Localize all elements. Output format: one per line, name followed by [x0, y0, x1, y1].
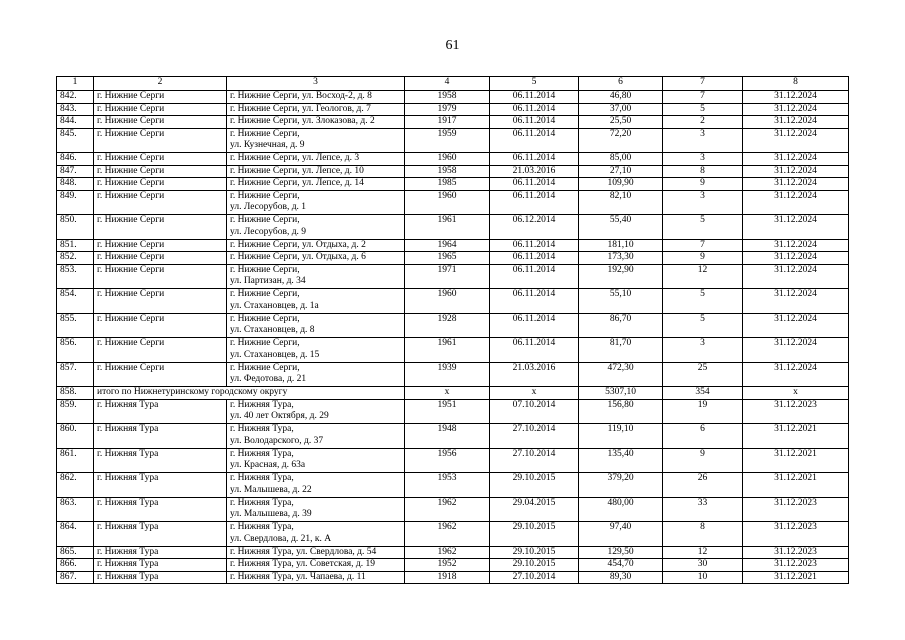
address-cell — [227, 264, 405, 289]
address-line: г. Нижние Серги, ул. Отдыха, д. 6 — [230, 252, 366, 262]
date-cell: 06.11.2014 — [490, 116, 579, 129]
date-cell: 27.10.2014 — [490, 448, 579, 473]
year-cell: 1960 — [405, 289, 490, 314]
count-cell: 3 — [663, 128, 743, 153]
address-cell — [227, 313, 405, 338]
table-row — [57, 103, 849, 116]
date-cell: x — [490, 387, 579, 400]
year-cell: 1959 — [405, 128, 490, 153]
address-cell — [227, 559, 405, 572]
column-header-3: 3 — [227, 77, 405, 91]
locality-cell: г. Нижняя Тура — [94, 473, 227, 498]
table-row — [57, 338, 849, 363]
count-cell: 5 — [663, 103, 743, 116]
address-cell — [227, 165, 405, 178]
row-number: 853. — [57, 264, 94, 289]
area-cell: 480,00 — [579, 497, 663, 522]
table-row — [57, 559, 849, 572]
table-row — [57, 289, 849, 314]
year-cell: 1951 — [405, 399, 490, 424]
row-number: 860. — [57, 424, 94, 449]
year-cell: 1956 — [405, 448, 490, 473]
date-cell: 29.10.2015 — [490, 522, 579, 547]
address-line: г. Нижние Серги, — [230, 362, 300, 373]
deadline-cell: 31.12.2023 — [743, 546, 849, 559]
locality-cell: г. Нижние Серги — [94, 252, 227, 265]
count-cell: 354 — [663, 387, 743, 400]
row-number: 865. — [57, 546, 94, 559]
row-number: 856. — [57, 338, 94, 363]
date-cell: 06.11.2014 — [490, 190, 579, 215]
count-cell: 30 — [663, 559, 743, 572]
year-cell: 1962 — [405, 497, 490, 522]
date-cell: 29.10.2015 — [490, 546, 579, 559]
year-cell: 1917 — [405, 116, 490, 129]
address-line: ул. Красная, д. 63а — [230, 460, 306, 470]
deadline-cell: 31.12.2024 — [743, 362, 849, 387]
area-cell: 25,50 — [579, 116, 663, 129]
address-line: ул. Лесорубов, д. 1 — [230, 202, 307, 212]
count-cell: 3 — [663, 338, 743, 363]
address-line: г. Нижняя Тура, — [230, 399, 294, 410]
row-number: 845. — [57, 128, 94, 153]
locality-cell: г. Нижние Серги — [94, 153, 227, 166]
year-cell: 1958 — [405, 165, 490, 178]
address-cell — [227, 424, 405, 449]
address-line: ул. Стахановцев, д. 1а — [230, 300, 319, 311]
row-number: 848. — [57, 178, 94, 191]
address-cell — [227, 546, 405, 559]
row-number: 849. — [57, 190, 94, 215]
address-line: г. Нижние Серги, ул. Злоказова, д. 2 — [230, 116, 375, 126]
address-cell — [227, 252, 405, 265]
date-cell: 21.03.2016 — [490, 362, 579, 387]
count-cell: 10 — [663, 571, 743, 584]
address-cell — [227, 153, 405, 166]
count-cell: 6 — [663, 424, 743, 449]
locality-cell: г. Нижние Серги — [94, 128, 227, 153]
date-cell: 06.11.2014 — [490, 103, 579, 116]
count-cell: 7 — [663, 91, 743, 104]
date-cell: 21.03.2016 — [490, 165, 579, 178]
table-row — [57, 165, 849, 178]
count-cell: 5 — [663, 313, 743, 338]
column-header-7: 7 — [663, 77, 743, 91]
locality-cell: г. Нижние Серги — [94, 91, 227, 104]
date-cell: 07.10.2014 — [490, 399, 579, 424]
address-line: г. Нижние Серги, ул. Геологов, д. 7 — [230, 103, 371, 114]
year-cell: 1979 — [405, 103, 490, 116]
deadline-cell: 31.12.2023 — [743, 399, 849, 424]
deadline-cell: 31.12.2021 — [743, 424, 849, 449]
area-cell: 192,90 — [579, 264, 663, 289]
row-number: 844. — [57, 116, 94, 129]
locality-cell: г. Нижние Серги — [94, 215, 227, 240]
total-label: итого по Нижнетуринскому городскому округу — [94, 387, 405, 400]
deadline-cell: 31.12.2021 — [743, 473, 849, 498]
row-number: 842. — [57, 91, 94, 104]
table-row — [57, 153, 849, 166]
deadline-cell: 31.12.2024 — [743, 116, 849, 129]
locality-cell: г. Нижняя Тура — [94, 424, 227, 449]
locality-cell: г. Нижние Серги — [94, 190, 227, 215]
housing-table — [56, 76, 849, 584]
row-number: 859. — [57, 399, 94, 424]
address-line: ул. Свердлова, д. 21, к. А — [230, 533, 332, 544]
row-number: 852. — [57, 252, 94, 265]
deadline-cell: 31.12.2024 — [743, 165, 849, 178]
date-cell: 06.11.2014 — [490, 178, 579, 191]
address-line: ул. Малышева, д. 39 — [230, 509, 312, 519]
area-cell: 46,80 — [579, 91, 663, 104]
year-cell: 1952 — [405, 559, 490, 572]
table-row — [57, 571, 849, 584]
deadline-cell: 31.12.2024 — [743, 338, 849, 363]
date-cell: 06.11.2014 — [490, 313, 579, 338]
year-cell: 1958 — [405, 91, 490, 104]
deadline-cell: x — [743, 387, 849, 400]
row-number: 843. — [57, 103, 94, 116]
address-line: ул. Малышева, д. 22 — [230, 484, 312, 495]
area-cell: 5307,10 — [579, 387, 663, 400]
table-row — [57, 424, 849, 449]
table-row — [57, 190, 849, 215]
address-cell — [227, 571, 405, 584]
area-cell: 37,00 — [579, 103, 663, 116]
deadline-cell: 31.12.2023 — [743, 522, 849, 547]
count-cell: 2 — [663, 116, 743, 129]
address-line: г. Нижние Серги, — [230, 128, 300, 139]
table-row — [57, 264, 849, 289]
deadline-cell: 31.12.2024 — [743, 178, 849, 191]
area-cell: 86,70 — [579, 313, 663, 338]
area-cell: 55,10 — [579, 289, 663, 314]
area-cell: 119,10 — [579, 424, 663, 449]
row-number: 855. — [57, 313, 94, 338]
address-line: ул. Стахановцев, д. 15 — [230, 349, 320, 360]
count-cell: 26 — [663, 473, 743, 498]
area-cell: 89,30 — [579, 571, 663, 584]
address-line: ул. Стахановцев, д. 8 — [230, 325, 315, 335]
date-cell: 06.11.2014 — [490, 264, 579, 289]
count-cell: 8 — [663, 522, 743, 547]
address-line: ул. Федотова, д. 21 — [230, 374, 307, 384]
date-cell: 27.10.2014 — [490, 424, 579, 449]
address-line: г. Нижние Серги, — [230, 338, 300, 348]
address-line: г. Нижние Серги, ул. Лепсе, д. 3 — [230, 153, 360, 163]
row-number: 854. — [57, 289, 94, 314]
address-line: ул. Партизан, д. 34 — [230, 276, 306, 286]
count-cell: 3 — [663, 190, 743, 215]
locality-cell: г. Нижние Серги — [94, 313, 227, 338]
locality-cell: г. Нижняя Тура — [94, 559, 227, 572]
locality-cell: г. Нижняя Тура — [94, 448, 227, 473]
address-line: ул. Кузнечная, д. 9 — [230, 140, 305, 150]
count-cell: 5 — [663, 215, 743, 240]
row-number: 862. — [57, 473, 94, 498]
table-row — [57, 215, 849, 240]
locality-cell: г. Нижние Серги — [94, 239, 227, 252]
deadline-cell: 31.12.2024 — [743, 313, 849, 338]
deadline-cell: 31.12.2024 — [743, 264, 849, 289]
year-cell: 1961 — [405, 338, 490, 363]
year-cell: 1962 — [405, 522, 490, 547]
row-number: 850. — [57, 215, 94, 240]
year-cell: 1961 — [405, 215, 490, 240]
column-header-5: 5 — [490, 77, 579, 91]
address-line: г. Нижняя Тура, — [230, 448, 294, 459]
locality-cell: г. Нижние Серги — [94, 289, 227, 314]
deadline-cell: 31.12.2024 — [743, 128, 849, 153]
row-number: 864. — [57, 522, 94, 547]
count-cell: 12 — [663, 546, 743, 559]
address-line: г. Нижняя Тура, ул. Свердлова, д. 54 — [230, 546, 377, 557]
count-cell: 19 — [663, 399, 743, 424]
locality-cell: г. Нижние Серги — [94, 264, 227, 289]
area-cell: 181,10 — [579, 239, 663, 252]
date-cell: 29.04.2015 — [490, 497, 579, 522]
table-row — [57, 313, 849, 338]
count-cell: 8 — [663, 165, 743, 178]
address-cell — [227, 128, 405, 153]
table-row — [57, 128, 849, 153]
address-line: ул. Лесорубов, д. 9 — [230, 226, 307, 237]
address-cell — [227, 190, 405, 215]
row-number: 847. — [57, 165, 94, 178]
address-line: г. Нижние Серги, — [230, 215, 300, 225]
locality-cell: г. Нижние Серги — [94, 165, 227, 178]
row-number: 867. — [57, 571, 94, 584]
address-line: ул. Володарского, д. 37 — [230, 435, 324, 446]
locality-cell: г. Нижние Серги — [94, 116, 227, 129]
count-cell: 7 — [663, 239, 743, 252]
area-cell: 27,10 — [579, 165, 663, 178]
table-row — [57, 546, 849, 559]
count-cell: 9 — [663, 252, 743, 265]
deadline-cell: 31.12.2024 — [743, 103, 849, 116]
date-cell: 06.12.2014 — [490, 215, 579, 240]
area-cell: 472,30 — [579, 362, 663, 387]
date-cell: 06.11.2014 — [490, 128, 579, 153]
deadline-cell: 31.12.2024 — [743, 289, 849, 314]
count-cell: 33 — [663, 497, 743, 522]
deadline-cell: 31.12.2024 — [743, 190, 849, 215]
area-cell: 379,20 — [579, 473, 663, 498]
locality-cell: г. Нижняя Тура — [94, 571, 227, 584]
page-number: 61 — [445, 38, 460, 53]
column-header-6: 6 — [579, 77, 663, 91]
address-line: г. Нижние Серги, ул. Восход-2, д. 8 — [230, 91, 372, 101]
area-cell: 454,70 — [579, 559, 663, 572]
area-cell: 72,20 — [579, 128, 663, 153]
address-line: г. Нижние Серги, — [230, 190, 300, 201]
date-cell: 06.11.2014 — [490, 91, 579, 104]
locality-cell: г. Нижние Серги — [94, 178, 227, 191]
address-cell — [227, 289, 405, 314]
table-row — [57, 399, 849, 424]
address-line: г. Нижние Серги, ул. Лепсе, д. 10 — [230, 165, 364, 176]
address-cell — [227, 239, 405, 252]
count-cell: 25 — [663, 362, 743, 387]
date-cell: 06.11.2014 — [490, 338, 579, 363]
row-number: 846. — [57, 153, 94, 166]
area-cell: 156,80 — [579, 399, 663, 424]
locality-cell: г. Нижняя Тура — [94, 522, 227, 547]
year-cell: 1953 — [405, 473, 490, 498]
table-row — [57, 239, 849, 252]
column-header-1: 1 — [57, 77, 94, 91]
count-cell: 9 — [663, 448, 743, 473]
row-number: 857. — [57, 362, 94, 387]
row-number: 861. — [57, 448, 94, 473]
address-line: г. Нижняя Тура, ул. Чапаева, д. 11 — [230, 571, 366, 582]
count-cell: 9 — [663, 178, 743, 191]
deadline-cell: 31.12.2021 — [743, 448, 849, 473]
address-cell — [227, 103, 405, 116]
address-line: г. Нижняя Тура, ул. Советская, д. 19 — [230, 559, 376, 569]
row-number: 866. — [57, 559, 94, 572]
locality-cell: г. Нижние Серги — [94, 103, 227, 116]
count-cell: 12 — [663, 264, 743, 289]
column-header-8: 8 — [743, 77, 849, 91]
deadline-cell: 31.12.2024 — [743, 153, 849, 166]
address-cell — [227, 399, 405, 424]
address-line: г. Нижняя Тура, — [230, 473, 294, 483]
table-row — [57, 252, 849, 265]
address-line: г. Нижние Серги, — [230, 264, 300, 275]
area-cell: 85,00 — [579, 153, 663, 166]
row-number: 858. — [57, 387, 94, 400]
deadline-cell: 31.12.2024 — [743, 252, 849, 265]
locality-cell: г. Нижняя Тура — [94, 497, 227, 522]
area-cell: 55,40 — [579, 215, 663, 240]
address-cell — [227, 116, 405, 129]
address-line: г. Нижняя Тура, — [230, 424, 294, 434]
address-cell — [227, 497, 405, 522]
year-cell: 1962 — [405, 546, 490, 559]
deadline-cell: 31.12.2024 — [743, 239, 849, 252]
address-cell — [227, 178, 405, 191]
address-cell — [227, 362, 405, 387]
locality-cell: г. Нижняя Тура — [94, 546, 227, 559]
deadline-cell: 31.12.2024 — [743, 91, 849, 104]
area-cell: 97,40 — [579, 522, 663, 547]
area-cell: 173,30 — [579, 252, 663, 265]
deadline-cell: 31.12.2021 — [743, 571, 849, 584]
table-row — [57, 178, 849, 191]
deadline-cell: 31.12.2023 — [743, 559, 849, 572]
area-cell: 82,10 — [579, 190, 663, 215]
address-line: г. Нижняя Тура, — [230, 522, 294, 532]
year-cell: 1985 — [405, 178, 490, 191]
deadline-cell: 31.12.2023 — [743, 497, 849, 522]
year-cell: 1964 — [405, 239, 490, 252]
deadline-cell: 31.12.2024 — [743, 215, 849, 240]
table-row — [57, 497, 849, 522]
date-cell: 29.10.2015 — [490, 473, 579, 498]
locality-cell: г. Нижняя Тура — [94, 399, 227, 424]
year-cell: 1928 — [405, 313, 490, 338]
address-line: г. Нижние Серги, — [230, 289, 300, 299]
date-cell: 06.11.2014 — [490, 153, 579, 166]
count-cell: 3 — [663, 153, 743, 166]
table-row — [57, 116, 849, 129]
table-row — [57, 473, 849, 498]
year-cell: 1960 — [405, 153, 490, 166]
count-cell: 5 — [663, 289, 743, 314]
row-number: 863. — [57, 497, 94, 522]
date-cell: 29.10.2015 — [490, 559, 579, 572]
area-cell: 135,40 — [579, 448, 663, 473]
address-cell — [227, 338, 405, 363]
date-cell: 06.11.2014 — [490, 252, 579, 265]
address-line: г. Нижние Серги, ул. Отдыха, д. 2 — [230, 239, 366, 250]
year-cell: 1965 — [405, 252, 490, 265]
address-line: г. Нижние Серги, ул. Лепсе, д. 14 — [230, 178, 364, 188]
year-cell: 1971 — [405, 264, 490, 289]
locality-cell: г. Нижние Серги — [94, 338, 227, 363]
year-cell: 1939 — [405, 362, 490, 387]
year-cell: 1948 — [405, 424, 490, 449]
column-header-4: 4 — [405, 77, 490, 91]
table-row — [57, 91, 849, 104]
address-cell — [227, 215, 405, 240]
address-line: ул. 40 лет Октября, д. 29 — [230, 411, 329, 421]
year-cell: 1960 — [405, 190, 490, 215]
table-body — [57, 91, 849, 584]
address-line: г. Нижние Серги, — [230, 313, 300, 324]
year-cell: 1918 — [405, 571, 490, 584]
table-row — [57, 448, 849, 473]
header-row — [57, 77, 849, 91]
locality-cell: г. Нижние Серги — [94, 362, 227, 387]
area-cell: 109,90 — [579, 178, 663, 191]
table-row — [57, 522, 849, 547]
address-line: г. Нижняя Тура, — [230, 497, 294, 508]
column-header-2: 2 — [94, 77, 227, 91]
date-cell: 06.11.2014 — [490, 239, 579, 252]
row-number: 851. — [57, 239, 94, 252]
year-cell: x — [405, 387, 490, 400]
total-row — [57, 387, 849, 400]
area-cell: 81,70 — [579, 338, 663, 363]
address-cell — [227, 448, 405, 473]
address-cell — [227, 473, 405, 498]
table-row — [57, 362, 849, 387]
area-cell: 129,50 — [579, 546, 663, 559]
date-cell: 27.10.2014 — [490, 571, 579, 584]
date-cell: 06.11.2014 — [490, 289, 579, 314]
address-cell — [227, 91, 405, 104]
address-cell — [227, 522, 405, 547]
